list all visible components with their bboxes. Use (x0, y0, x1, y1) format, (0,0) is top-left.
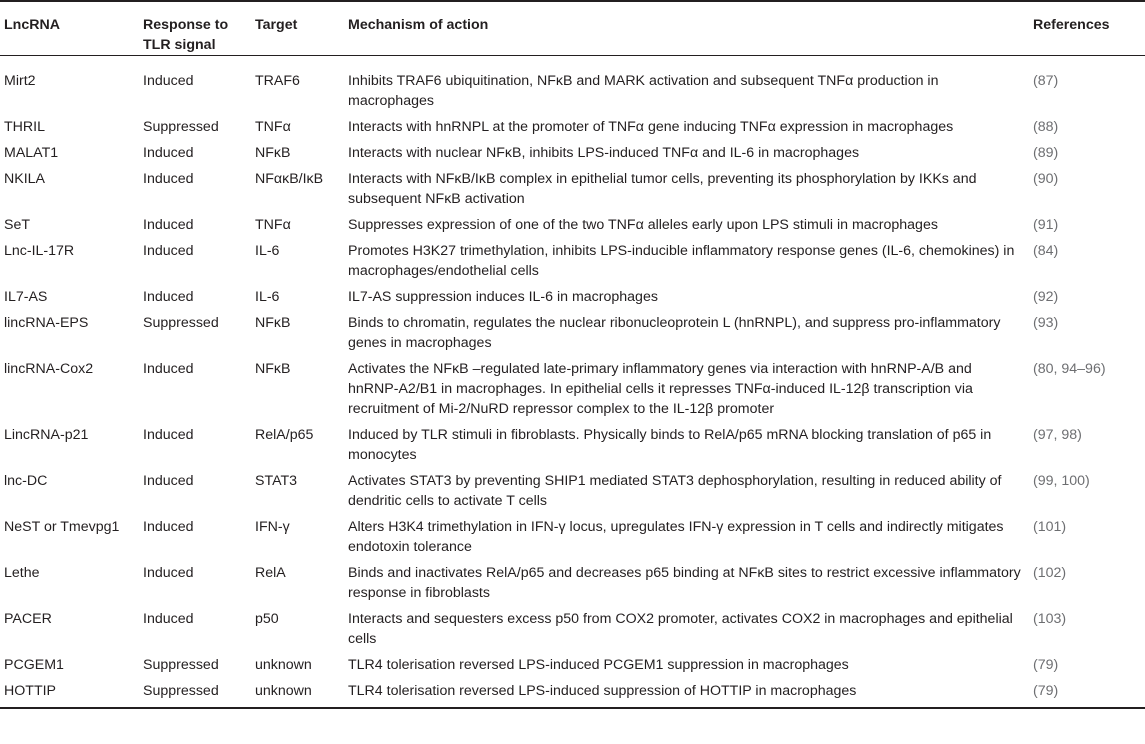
lncrna-cell: lincRNA-EPS (4, 315, 89, 331)
references-cell: (103) (1033, 611, 1067, 627)
mechanism-cell: Interacts with nuclear NFκB, inhibits LPS-induced TNFα and IL-6 in macrophages (348, 145, 860, 161)
references-cell: (101) (1033, 519, 1067, 535)
table-row (0, 310, 1145, 356)
response-cell: Suppressed (143, 315, 219, 331)
target-cell: TNFα (255, 217, 291, 233)
response-cell: Induced (143, 217, 194, 233)
header-response (139, 1, 251, 56)
mechanism-cell: IL7-AS suppression induces IL-6 in macrophages (348, 289, 658, 305)
mechanism-cell: Binds to chromatin, regulates the nuclear ribonucleoprotein L (hnRNPL), and suppress pro-inflammatory genes in macrophages (348, 315, 1001, 351)
table-row (0, 166, 1145, 212)
table-row (0, 284, 1145, 310)
references-cell: (92) (1033, 289, 1059, 305)
response-cell: Induced (143, 289, 194, 305)
lncrna-cell: NeST or Tmevpg1 (4, 519, 120, 535)
references-cell: (80, 94–96) (1033, 361, 1106, 377)
target-cell: RelA/p65 (255, 427, 314, 443)
lncrna-cell: lincRNA-Cox2 (4, 361, 94, 377)
target-cell: IFN-γ (255, 519, 290, 535)
header-mechanism: Mechanism of action (344, 1, 1029, 56)
mechanism-cell: Alters H3K4 trimethylation in IFN-γ locus, upregulates IFN-γ expression in T cells and indirectly mitigates endotoxin tolerance (348, 519, 1004, 555)
mechanism-cell: TLR4 tolerisation reversed LPS-induced PCGEM1 suppression in macrophages (348, 657, 849, 673)
table-row (0, 56, 1145, 115)
lncrna-cell: LincRNA-p21 (4, 427, 89, 443)
lncrna-cell: PACER (4, 611, 52, 627)
target-cell: unknown (251, 678, 344, 708)
target-cell: TRAF6 (255, 73, 300, 89)
response-cell: Induced (143, 611, 194, 627)
response-cell: Induced (143, 519, 194, 535)
mechanism-cell: Suppresses expression of one of the two TNFα alleles early upon LPS stimuli in macrophages (348, 217, 938, 233)
references-cell: (87) (1033, 73, 1059, 89)
target-cell: STAT3 (255, 473, 298, 489)
table-row (0, 356, 1145, 422)
mechanism-cell: Activates the NFκB –regulated late-primary inflammatory genes via interaction with hnRNP-A/B and hnRNP-A2/B1 in macrophages. In epithelial cells it represses TNFα-induced IL-12β transcription via recruitment of Mi-2/NuRD repressor complex to the IL-12β promoter (348, 361, 973, 417)
response-cell: Induced (143, 427, 194, 443)
table-row (0, 238, 1145, 284)
references-cell: (91) (1033, 217, 1059, 233)
response-cell: Induced (143, 73, 194, 89)
lncrna-cell: SeT (4, 217, 31, 233)
response-cell: Suppressed (143, 657, 219, 673)
response-cell: Suppressed (143, 119, 219, 135)
table-header (0, 1, 1145, 56)
references-cell: (79) (1029, 678, 1145, 708)
response-cell: Induced (143, 145, 194, 161)
target-cell: TNFα (255, 119, 291, 135)
header-row (0, 1, 1145, 56)
table-row (0, 422, 1145, 468)
mechanism-cell: Interacts with hnRNPL at the promoter of TNFα gene inducing TNFα expression in macrophages (348, 119, 954, 135)
target-cell: NFακB/IκB (255, 171, 324, 187)
table-row (0, 560, 1145, 606)
response-cell: Induced (143, 171, 194, 187)
response-cell: Suppressed (139, 678, 251, 708)
target-cell: IL-6 (255, 243, 280, 259)
lncrna-cell: MALAT1 (4, 145, 59, 161)
table-row (0, 514, 1145, 560)
target-cell: IL-6 (255, 289, 280, 305)
references-cell: (88) (1033, 119, 1059, 135)
table-row (0, 140, 1145, 166)
mechanism-cell: Induced by TLR stimuli in fibroblasts. Physically binds to RelA/p65 mRNA blocking translation of p65 in monocytes (348, 427, 992, 463)
target-cell: unknown (255, 657, 312, 673)
target-cell: p50 (255, 611, 279, 627)
references-cell: (84) (1033, 243, 1059, 259)
lncrna-cell: PCGEM1 (4, 657, 64, 673)
target-cell: NFκB (255, 145, 291, 161)
lncrna-cell: HOTTIP (0, 678, 139, 708)
references-cell: (90) (1033, 171, 1059, 187)
lncrna-cell: Lethe (4, 565, 40, 581)
mechanism-cell: Inhibits TRAF6 ubiquitination, NFκB and MARK activation and subsequent TNFα production in macrophages (348, 73, 939, 109)
mechanism-cell: Interacts with NFκB/IκB complex in epithelial tumor cells, preventing its phosphorylation by IKKs and subsequent NFκB activation (348, 171, 977, 207)
lncrna-cell: THRIL (4, 119, 45, 135)
header-target: Target (251, 1, 344, 56)
mechanism-cell: TLR4 tolerisation reversed LPS-induced suppression of HOTTIP in macrophages (344, 678, 1029, 708)
header-references: References (1029, 1, 1145, 56)
header-response-line1: Response to (143, 17, 229, 33)
lncrna-cell: Mirt2 (4, 73, 36, 89)
table-row (0, 652, 1145, 678)
lncrna-cell: IL7-AS (4, 289, 48, 305)
references-cell: (99, 100) (1033, 473, 1090, 489)
references-cell: (89) (1033, 145, 1059, 161)
mechanism-cell: Binds and inactivates RelA/p65 and decreases p65 binding at NFκB sites to restrict excessive inflammatory response in fibroblasts (348, 565, 1021, 601)
table-row (0, 114, 1145, 140)
mechanism-cell: Promotes H3K27 trimethylation, inhibits LPS-inducible inflammatory response genes (IL-6, chemokines) in macrophages/endothelial cells (348, 243, 1015, 279)
target-cell: RelA (255, 565, 286, 581)
mechanism-cell: Interacts and sequesters excess p50 from COX2 promoter, activates COX2 in macrophages and epithelial cells (348, 611, 1013, 647)
response-cell: Induced (143, 243, 194, 259)
header-response-line2: TLR signal (143, 37, 216, 53)
response-cell: Induced (143, 361, 194, 377)
references-cell: (97, 98) (1033, 427, 1082, 443)
references-cell: (79) (1033, 657, 1059, 673)
references-cell: (93) (1033, 315, 1059, 331)
table-row (0, 468, 1145, 514)
table-body (0, 56, 1145, 709)
table-row (0, 212, 1145, 238)
response-cell: Induced (143, 473, 194, 489)
response-cell: Induced (143, 565, 194, 581)
references-cell: (102) (1033, 565, 1067, 581)
target-cell: NFκB (255, 315, 291, 331)
table-row (0, 678, 1145, 708)
header-lncrna: LncRNA (0, 1, 139, 56)
lncrna-cell: Lnc-IL-17R (4, 243, 75, 259)
lncrna-cell: NKILA (4, 171, 46, 187)
lncrna-cell: lnc-DC (4, 473, 48, 489)
mechanism-cell: Activates STAT3 by preventing SHIP1 mediated STAT3 dephosphorylation, resulting in reduced ability of dendritic cells to activate T cells (348, 473, 1002, 509)
target-cell: NFκB (255, 361, 291, 377)
table-row (0, 606, 1145, 652)
